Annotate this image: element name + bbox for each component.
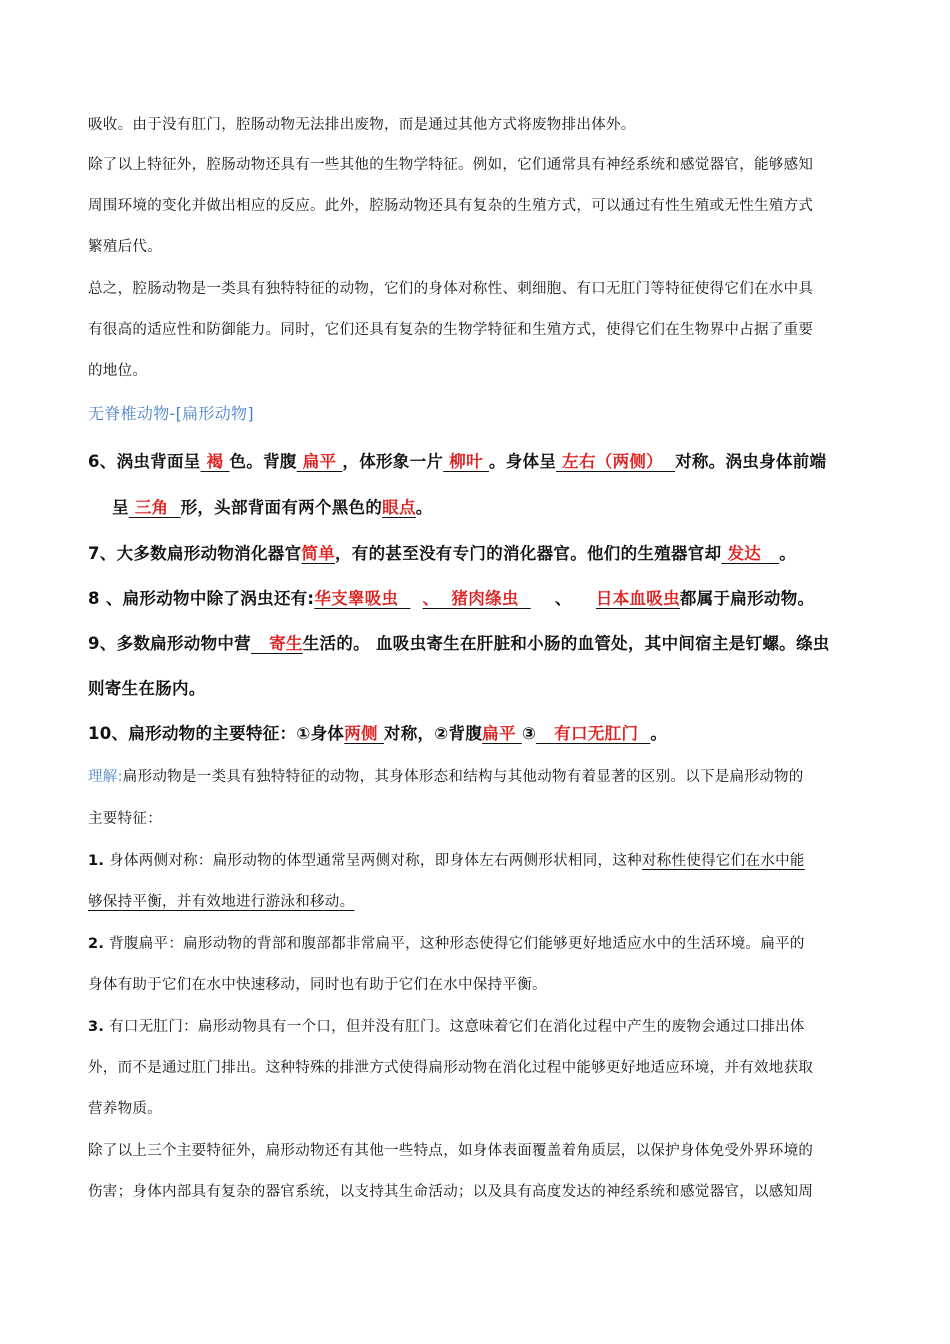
section-heading: 无脊椎动物-[扁形动物] [88,404,254,423]
paragraph-line: 除了以上三个主要特征外，扁形动物还有其他一些特点，如身体表面覆盖着角质层，以保护身体免受外界环境的 [88,1143,814,1159]
question-9-line-2: 则寄生在肠内。 [88,679,206,698]
paragraph-line: 有很高的适应性和防御能力。同时，它们还具有复杂的生物学特征和生殖方式，使得它们在生物界中占据了重要 [88,322,814,338]
answer-blank: 日本血吸虫 [595,589,680,608]
question-text: ，体形象一片 [342,452,444,471]
list-item-3-line-2: 外，而不是通过肛门排出。这种特殊的排泄方式使得扁形动物在消化过程中能够更好地适应环境，并有效地获取 [88,1060,814,1076]
answer-blank: 柳叶 [449,452,483,471]
list-item-3-line-3: 营养物质。 [88,1101,162,1117]
list-number: 3. [88,1019,105,1035]
explanation-line-1 [88,767,878,787]
paragraph-line: 除了以上特征外，腔肠动物还具有一些其他的生物学特征。例如，它们通常具有神经系统和感觉器官，能够感知 [88,157,814,173]
question-text: 色。背腹 [229,452,297,471]
list-item-2-line-2: 身体有助于它们在水中快速移动，同时也有助于它们在水中保持平衡。 [88,977,547,993]
answer-blank: 寄生 [269,634,303,653]
list-item-1-line-1 [88,851,878,871]
question-9-line-1 [88,632,878,656]
question-6-line-2 [112,496,902,520]
paragraph-line: 的地位。 [88,363,148,379]
question-text: 8 、扁形动物中除了涡虫还有: [88,589,315,608]
explanation-text: 扁形动物是一类具有独特特征的动物，其身体形态和结构与其他动物有着显著的区别。以下是扁形动物的 [122,769,804,785]
question-text: 。身体呈 [488,452,557,471]
explanation-line-2: 主要特征： [88,811,162,827]
list-text: 身体两侧对称：扁形动物的体型通常呈两侧对称，即身体左右两侧形状相同，这种 [109,853,642,869]
question-text: 。 [415,498,433,517]
question-text: 、 [554,589,572,608]
question-10 [88,722,878,746]
list-text: 够保持平衡，并有效地进行游泳和移动。 [88,894,355,910]
explanation-label: 理解: [88,769,123,785]
question-text: 9、多数扁形动物中营 [88,634,251,653]
question-text: 形，头部背面有两个黑色的 [180,498,383,517]
question-6-line-1 [88,450,878,474]
question-text: 。 [650,724,668,743]
list-item-2-line-1 [88,934,878,954]
paragraph-line: 繁殖后代。 [88,239,162,255]
question-text: 对称，②背腹 [383,724,483,743]
answer-blank: 三角 [134,498,169,517]
question-text: 都属于扁形动物。 [679,589,815,608]
question-text: 。 [779,544,797,563]
list-number: 1. [88,853,105,869]
list-item-3-line-1 [88,1017,878,1037]
question-text: 生活的。 血吸虫寄生在肝脏和小肠的血管处，其中间宿主是钉螺。绦虫 [302,634,830,653]
answer-blank: 有口无肛门 [554,724,639,743]
answer-blank: 猪肉绦虫 [451,589,519,608]
answer-blank: 简单 [301,544,335,563]
question-8 [88,587,878,611]
question-text: 对称。涡虫身体前端 [675,452,827,471]
question-text: 7、大多数扁形动物消化器官 [88,544,302,563]
list-number: 2. [88,936,105,952]
answer-blank: 扁平 [482,724,516,743]
answer-blank: 华支睾吸虫 [314,589,399,608]
answer-blank: 眼点 [382,498,416,517]
question-text: ③ [521,724,537,743]
answer-blank: 左右（两侧） [562,452,663,471]
paragraph-line: 伤害；身体内部具有复杂的器官系统，以支持其生命活动；以及具有高度发达的神经系统和感觉器官，以感知周 [88,1184,814,1200]
question-7 [88,542,878,566]
separator: 、 [422,589,440,608]
answer-blank: 褐 [206,452,224,471]
list-item-1-line-2 [88,892,878,912]
list-text: 背腹扁平：扁形动物的背部和腹部都非常扁平，这种形态使得它们能够更好地适应水中的生活环境。扁平的 [109,936,805,952]
answer-blank: 扁平 [302,452,337,471]
list-text: 对称性使得它们在水中能 [641,853,805,869]
question-text: 6、涡虫背面呈 [88,452,201,471]
answer-blank: 两侧 [344,724,378,743]
question-text: 10、扁形动物的主要特征：①身体 [88,724,345,743]
question-text: ，有的甚至没有专门的消化器官。他们的生殖器官却 [335,544,722,563]
paragraph-line: 总之，腔肠动物是一类具有独特特征的动物，它们的身体对称性、刺细胞、有口无肛门等特征使得它们在水中具 [88,281,814,297]
list-text: 有口无肛门：扁形动物具有一个口，但并没有肛门。这意味着它们在消化过程中产生的废物会通过口排出体 [109,1019,805,1035]
answer-blank: 发达 [727,544,762,563]
paragraph-line: 周围环境的变化并做出相应的反应。此外，腔肠动物还具有复杂的生殖方式，可以通过有性生殖或无性生殖方式 [88,198,814,214]
question-text: 呈 [112,498,129,517]
paragraph-line: 吸收。由于没有肛门，腔肠动物无法排出废物，而是通过其他方式将废物排出体外。 [88,117,636,133]
